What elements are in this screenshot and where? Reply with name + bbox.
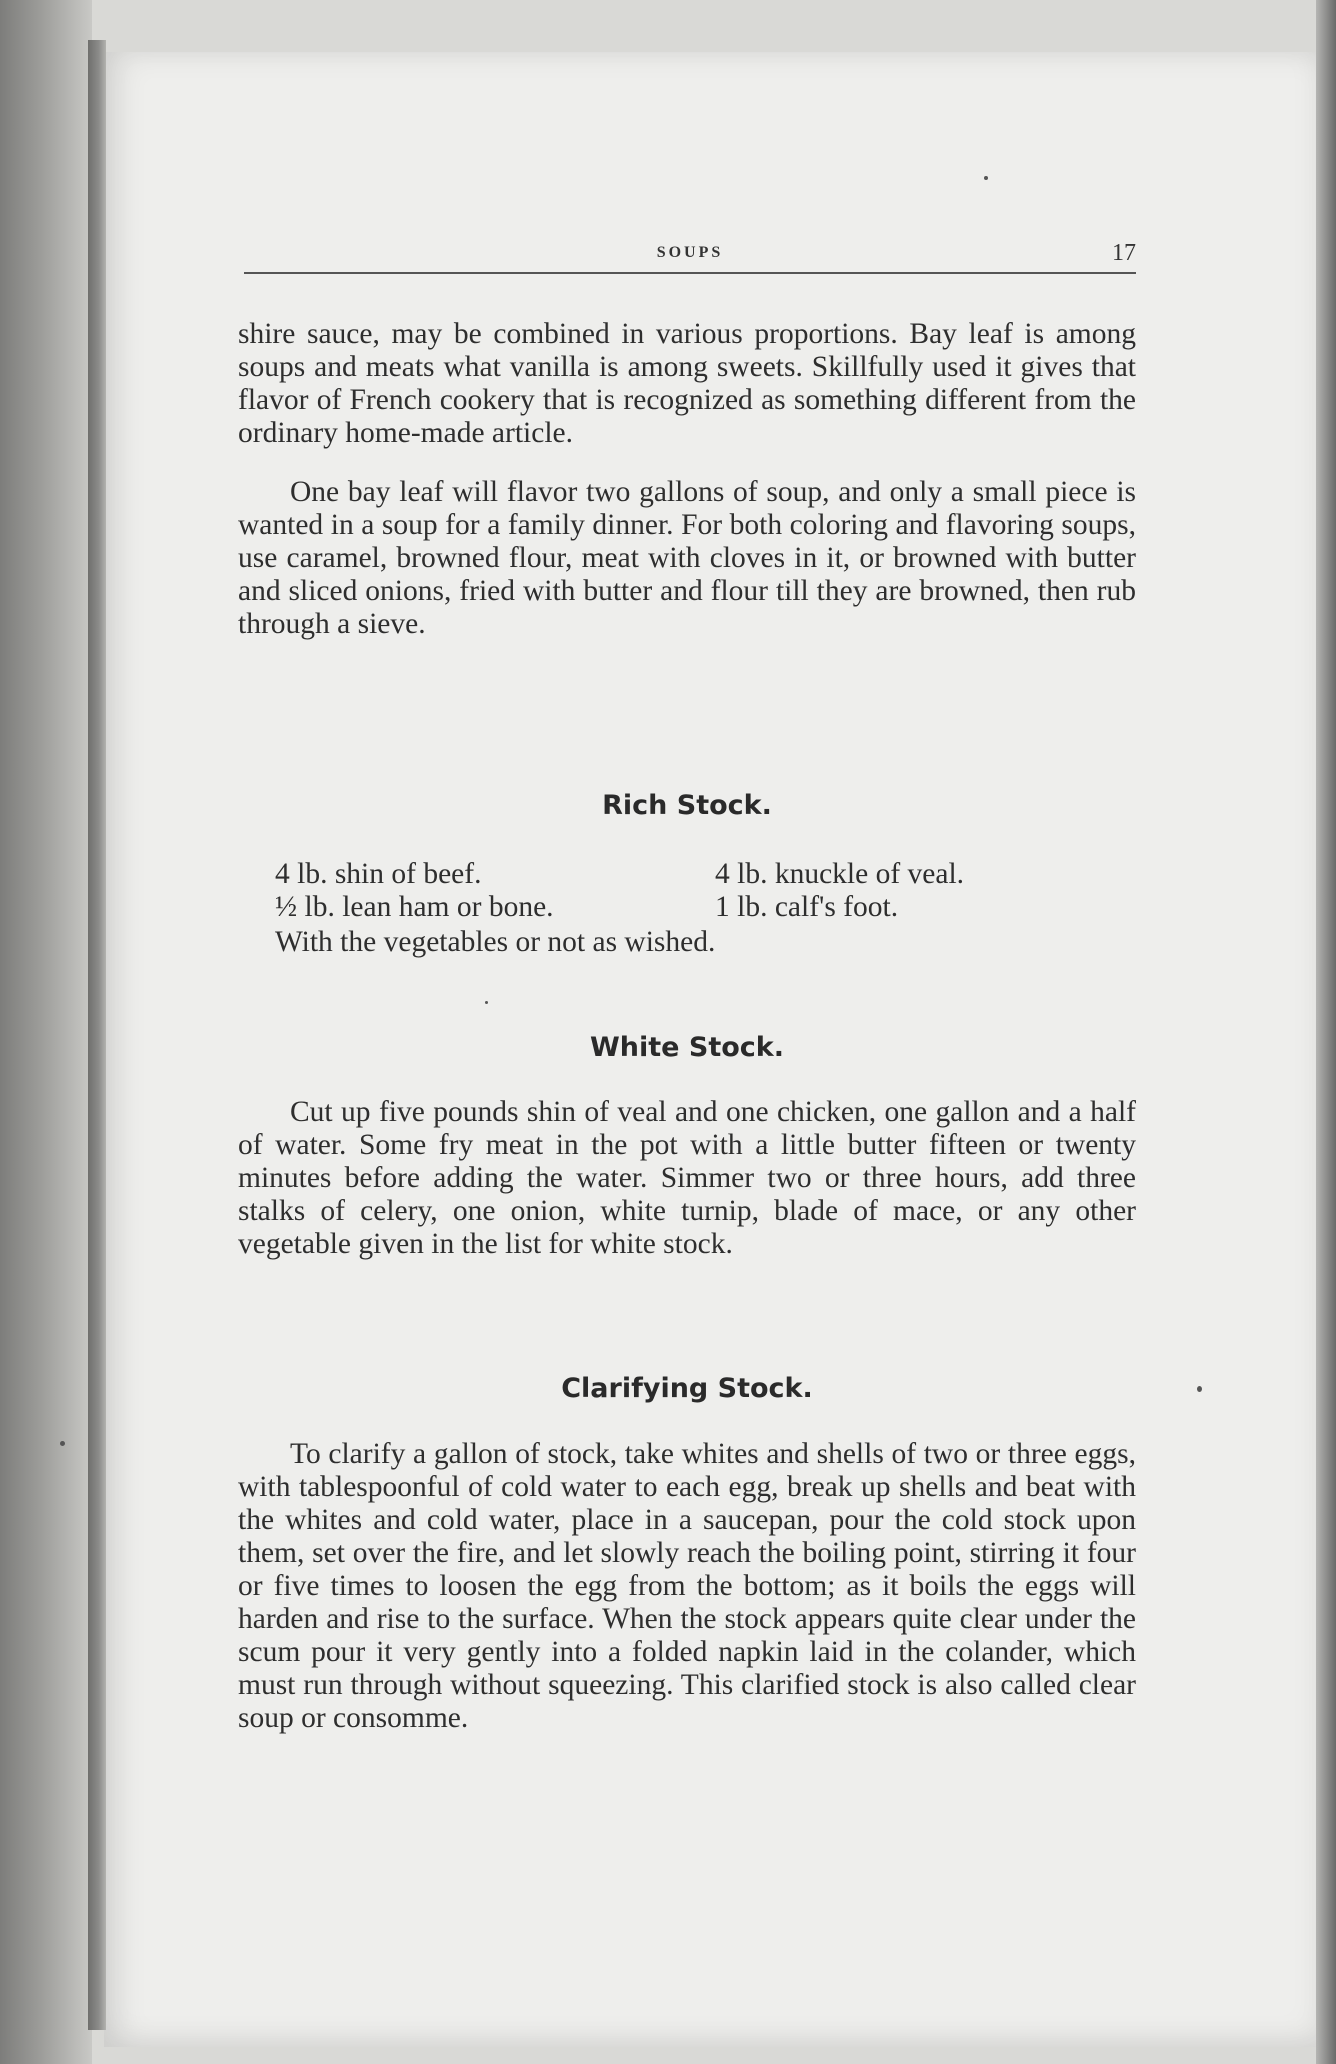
intro-section <box>238 318 1136 641</box>
intro-paragraph-1: shire sauce, may be combined in various proportions. Bay leaf is among soups and meats what vanilla is among sweets. Skillfully used it gives that flavor of French cookery that is recognized as something different from the ordinary home-made article. <box>238 318 1136 449</box>
book-spine <box>88 40 106 2030</box>
running-head <box>244 240 1136 280</box>
rich-stock-note: With the vegetables or not as wished. <box>275 926 716 958</box>
paper-speck <box>1197 1386 1202 1392</box>
ingredient-item: 1 lb. calf's foot. <box>715 891 899 923</box>
paper-speck <box>984 176 988 180</box>
running-title: SOUPS <box>656 244 724 261</box>
paper-speck <box>60 1441 65 1446</box>
ingredient-row <box>275 891 1135 924</box>
ingredient-row <box>275 858 1135 891</box>
left-page-edge <box>0 0 92 2064</box>
ingredient-item: 4 lb. shin of beef. <box>275 858 482 890</box>
clarifying-stock-text: To clarify a gallon of stock, take whites and shells of two or three eggs, with tablespoonful of cold water to each egg, break up shells and beat with the whites and cold water, place in a saucepan, pour the cold stock upon them, set over the fire, and let slowly reach the boiling point, stirring it four or five times to loosen the egg from the bottom; as it boils the eggs will harden and rise to the surface. When the stock appears quite clear under the scum pour it very gently into a folded napkin laid in the colander, which must run through without squeezing. This clarified stock is also called clear soup or consomme. <box>238 1438 1136 1734</box>
white-stock-text: Cut up five pounds shin of veal and one chicken, one gallon and a half of water. Some fry meat in the pot with a little butter fifteen or twenty minutes before adding the water. Simmer two or three hours, add three stalks of celery, one onion, white turnip, blade of mace, or any other vegetable given in the list for white stock. <box>238 1096 1136 1260</box>
header-rule <box>244 272 1136 274</box>
page-number: 17 <box>1112 240 1136 266</box>
ingredient-item: 4 lb. knuckle of veal. <box>715 858 965 890</box>
rich-stock-heading: Rich Stock. <box>602 790 772 821</box>
right-page-edge <box>1316 0 1336 2064</box>
intro-paragraph-2: One bay leaf will flavor two gallons of soup, and only a small piece is wanted in a soup for a family dinner. For both coloring and flavoring soups, use caramel, browned flour, meat with cloves in it, or browned with butter and sliced onions, fried with butter and flour till they are browned, then rub through a sieve. <box>238 476 1136 640</box>
ingredient-item: ½ lb. lean ham or bone. <box>275 891 554 923</box>
clarifying-stock-heading: Clarifying Stock. <box>561 1373 813 1404</box>
white-stock-heading: White Stock. <box>590 1032 784 1063</box>
rich-stock-ingredients <box>275 858 1135 959</box>
paper-speck <box>485 1001 488 1004</box>
